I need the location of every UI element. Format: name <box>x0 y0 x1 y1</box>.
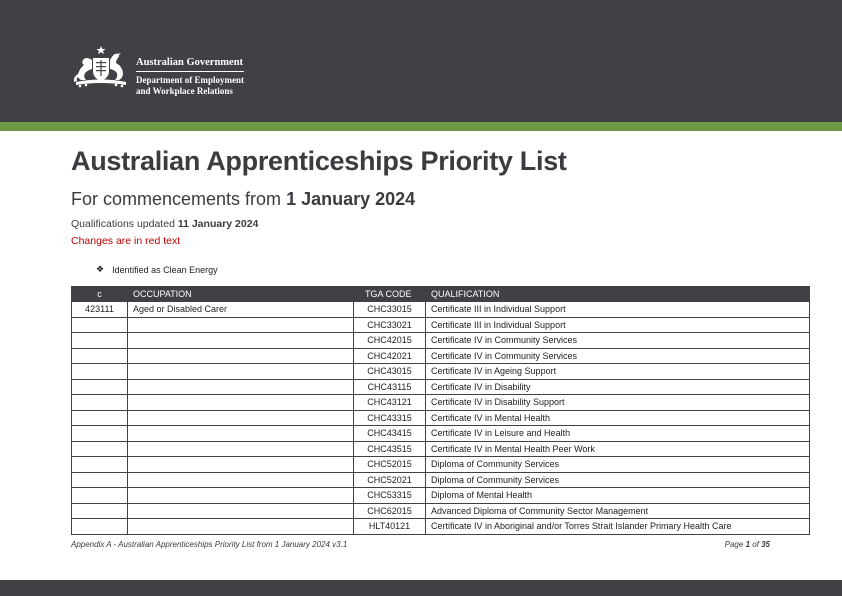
cell-tga-code: HLT40121 <box>354 519 426 535</box>
table-row <box>72 348 810 364</box>
page-title: Australian Apprenticeships Priority List <box>71 146 567 176</box>
page-of: of <box>749 540 762 549</box>
cell-code <box>72 441 128 457</box>
table-row <box>72 503 810 519</box>
cell-qualification: Certificate IV in Ageing Support <box>426 364 810 380</box>
cell-tga-code: CHC42021 <box>354 348 426 364</box>
cell-occupation <box>128 364 354 380</box>
cell-code <box>72 379 128 395</box>
cell-occupation <box>128 395 354 411</box>
cell-code <box>72 457 128 473</box>
cell-qualification: Certificate III in Individual Support <box>426 302 810 318</box>
cell-qualification: Certificate IV in Mental Health Peer Work <box>426 441 810 457</box>
table-row <box>72 302 810 318</box>
cell-qualification: Certificate IV in Aboriginal and/or Torres Strait Islander Primary Health Care <box>426 519 810 535</box>
table-row <box>72 441 810 457</box>
cell-occupation <box>128 426 354 442</box>
clean-energy-diamond-icon: ❖ <box>96 264 105 274</box>
cell-occupation <box>128 503 354 519</box>
cell-occupation: Aged or Disabled Carer <box>128 302 354 318</box>
table-row <box>72 317 810 333</box>
table-row <box>72 395 810 411</box>
cell-code <box>72 317 128 333</box>
cell-tga-code: CHC42015 <box>354 333 426 349</box>
header-code: c <box>72 287 128 302</box>
cell-tga-code: CHC43415 <box>354 426 426 442</box>
qualifications-updated <box>71 218 258 230</box>
cell-qualification: Certificate IV in Leisure and Health <box>426 426 810 442</box>
legend-label: Identified as Clean Energy <box>112 264 218 275</box>
cell-occupation <box>128 441 354 457</box>
cell-occupation <box>128 317 354 333</box>
cell-occupation <box>128 519 354 535</box>
cell-code <box>72 472 128 488</box>
table-row <box>72 519 810 535</box>
table-row <box>72 472 810 488</box>
green-stripe <box>0 122 842 131</box>
cell-tga-code: CHC33021 <box>354 317 426 333</box>
cell-qualification: Certificate IV in Community Services <box>426 348 810 364</box>
cell-qualification: Diploma of Community Services <box>426 457 810 473</box>
cell-tga-code: CHC52021 <box>354 472 426 488</box>
table-body <box>72 302 810 535</box>
cell-qualification: Certificate IV in Disability <box>426 379 810 395</box>
table-header-row <box>72 287 810 302</box>
table-row <box>72 426 810 442</box>
cell-tga-code: CHC43115 <box>354 379 426 395</box>
legend <box>96 264 218 275</box>
subtitle-date: 1 January 2024 <box>286 189 416 209</box>
footer-document-name: Appendix A - Australian Apprenticeships Priority List from 1 January 2024 v3.1 <box>71 540 348 549</box>
page-prefix: Page <box>724 540 746 549</box>
header-qualification: QUALIFICATION <box>426 287 810 302</box>
cell-occupation <box>128 348 354 364</box>
table-row <box>72 379 810 395</box>
cell-code <box>72 410 128 426</box>
cell-tga-code: CHC53315 <box>354 488 426 504</box>
updated-date: 11 January 2024 <box>177 218 259 230</box>
footer-page-number <box>725 540 770 549</box>
cell-occupation <box>128 333 354 349</box>
header-occupation: OCCUPATION <box>128 287 354 302</box>
page-total: 35 <box>761 540 770 549</box>
cell-code <box>72 395 128 411</box>
table-row <box>72 333 810 349</box>
cell-code <box>72 333 128 349</box>
government-logo <box>72 44 244 96</box>
header-tga-code: TGA CODE <box>354 287 426 302</box>
cell-tga-code: CHC43515 <box>354 441 426 457</box>
cell-tga-code: CHC43315 <box>354 410 426 426</box>
logo-department-line-1: Department of Employment <box>136 75 244 85</box>
cell-qualification: Certificate III in Individual Support <box>426 317 810 333</box>
changes-note: Changes are in red text <box>71 235 181 247</box>
table-row <box>72 457 810 473</box>
priority-table <box>71 286 810 535</box>
page-current: 1 <box>745 540 750 549</box>
cell-tga-code: CHC52015 <box>354 457 426 473</box>
cell-qualification: Certificate IV in Community Services <box>426 333 810 349</box>
logo-government-name: Australian Government <box>136 44 244 72</box>
cell-tga-code: CHC33015 <box>354 302 426 318</box>
cell-occupation <box>128 457 354 473</box>
cell-qualification: Advanced Diploma of Community Sector Management <box>426 503 810 519</box>
cell-qualification: Diploma of Mental Health <box>426 488 810 504</box>
logo-department-line-2: and Workplace Relations <box>136 86 233 96</box>
coat-of-arms-icon <box>72 44 130 88</box>
cell-occupation <box>128 410 354 426</box>
cell-code <box>72 426 128 442</box>
table-row <box>72 488 810 504</box>
cell-code <box>72 503 128 519</box>
cell-occupation <box>128 379 354 395</box>
cell-occupation <box>128 488 354 504</box>
cell-code: 423111 <box>72 302 128 318</box>
cell-code <box>72 488 128 504</box>
cell-code <box>72 348 128 364</box>
cell-code <box>72 519 128 535</box>
logo-text <box>136 44 244 97</box>
table-row <box>72 364 810 380</box>
table-row <box>72 410 810 426</box>
cell-occupation <box>128 472 354 488</box>
cell-tga-code: CHC62015 <box>354 503 426 519</box>
cell-code <box>72 364 128 380</box>
cell-qualification: Certificate IV in Mental Health <box>426 410 810 426</box>
updated-prefix: Qualifications updated <box>71 218 178 230</box>
cell-tga-code: CHC43121 <box>354 395 426 411</box>
page-subtitle <box>71 189 415 210</box>
subtitle-prefix: For commencements from <box>71 189 287 209</box>
cell-qualification: Diploma of Community Services <box>426 472 810 488</box>
cell-tga-code: CHC43015 <box>354 364 426 380</box>
cell-qualification: Certificate IV in Disability Support <box>426 395 810 411</box>
bottom-band <box>0 580 842 596</box>
